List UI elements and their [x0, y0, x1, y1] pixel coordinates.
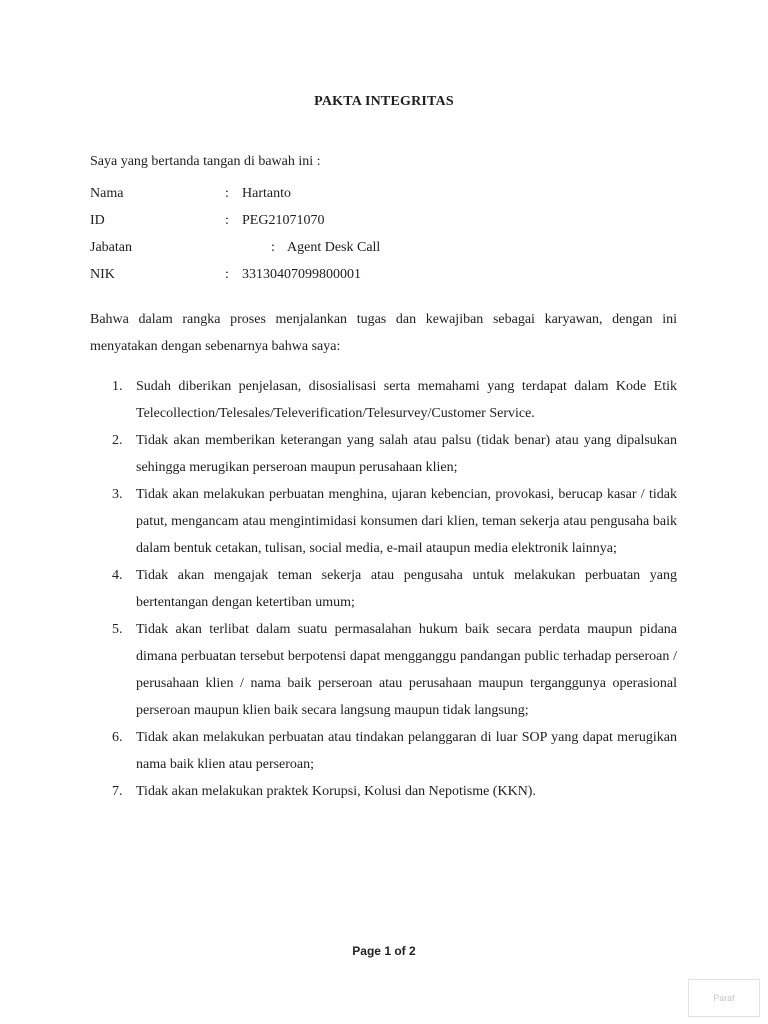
- statement-paragraph: Bahwa dalam rangka proses menjalankan tugas dan kewajiban sebagai karyawan, dengan ini menyatakan dengan sebenarnya bahwa saya:: [90, 312, 677, 354]
- field-label: Nama: [90, 186, 124, 201]
- list-item: [90, 724, 677, 778]
- list-item: [90, 481, 677, 562]
- field-nama: [90, 186, 590, 204]
- list-text: Tidak akan melakukan praktek Korupsi, Kolusi dan Nepotisme (KKN).: [136, 784, 536, 799]
- field-colon: :: [225, 213, 229, 228]
- list-text: Sudah diberikan penjelasan, disosialisasi serta memahami yang terdapat dalam Kode Etik Telecollection/Telesales/Televerification/Telesurvey/Customer Service.: [136, 379, 677, 421]
- paraf-box: [688, 979, 760, 1017]
- list-number: 1.: [112, 379, 123, 394]
- commitment-list: [90, 373, 677, 805]
- field-nik: [90, 267, 590, 285]
- list-text: Tidak akan memberikan keterangan yang salah atau palsu (tidak benar) atau yang dipalsukan sehingga merugikan perseroan maupun perusahaan klien;: [136, 433, 677, 475]
- page-current: 1: [384, 944, 391, 958]
- field-value: PEG21071070: [242, 213, 325, 228]
- list-item: [90, 373, 677, 427]
- field-label: Jabatan: [90, 240, 132, 255]
- field-label: ID: [90, 213, 105, 228]
- document-title: PAKTA INTEGRITAS: [314, 94, 454, 109]
- list-number: 7.: [112, 784, 123, 799]
- field-value: 33130407099800001: [242, 267, 361, 282]
- page-total: 2: [409, 944, 416, 958]
- field-value: Hartanto: [242, 186, 291, 201]
- field-colon: :: [225, 267, 229, 282]
- field-id: [90, 213, 590, 231]
- field-colon: :: [225, 186, 229, 201]
- list-number: 4.: [112, 568, 123, 583]
- list-item: [90, 427, 677, 481]
- intro-text: Saya yang bertanda tangan di bawah ini :: [90, 154, 321, 169]
- paraf-label: Paraf: [713, 993, 735, 1003]
- list-text: Tidak akan melakukan perbuatan menghina, ujaran kebencian, provokasi, berucap kasar / tidak patut, mengancam atau mengintimidasi konsumen dari klien, teman sekerja atau pengusaha baik dalam bentuk cetakan, tulisan, social media, e-mail ataupun media elektronik lainnya;: [136, 487, 677, 556]
- list-number: 2.: [112, 433, 123, 448]
- field-colon: :: [271, 240, 275, 255]
- list-number: 5.: [112, 622, 123, 637]
- field-value: Agent Desk Call: [287, 240, 381, 255]
- field-jabatan: [90, 240, 590, 258]
- list-text: Tidak akan melakukan perbuatan atau tindakan pelanggaran di luar SOP yang dapat merugikan nama baik klien atau perseroan;: [136, 730, 677, 772]
- list-number: 6.: [112, 730, 123, 745]
- list-text: Tidak akan terlibat dalam suatu permasalahan hukum baik secara perdata maupun pidana dimana perbuatan tersebut berpotensi dapat mengganggu pandangan public terhadap perseroan / perusahaan klien / nama baik perseroan atau perusahaan maupun terganggunya operasional perseroan maupun klien baik secara langsung maupun tidak langsung;: [136, 622, 677, 718]
- field-label: NIK: [90, 267, 115, 282]
- list-item: [90, 616, 677, 724]
- list-item: [90, 778, 677, 805]
- page-prefix: Page: [352, 944, 385, 958]
- list-number: 3.: [112, 487, 123, 502]
- page-number: [0, 944, 768, 958]
- list-item: [90, 562, 677, 616]
- page-of: of: [391, 944, 409, 958]
- list-text: Tidak akan mengajak teman sekerja atau pengusaha untuk melakukan perbuatan yang bertentangan dengan ketertiban umum;: [136, 568, 677, 610]
